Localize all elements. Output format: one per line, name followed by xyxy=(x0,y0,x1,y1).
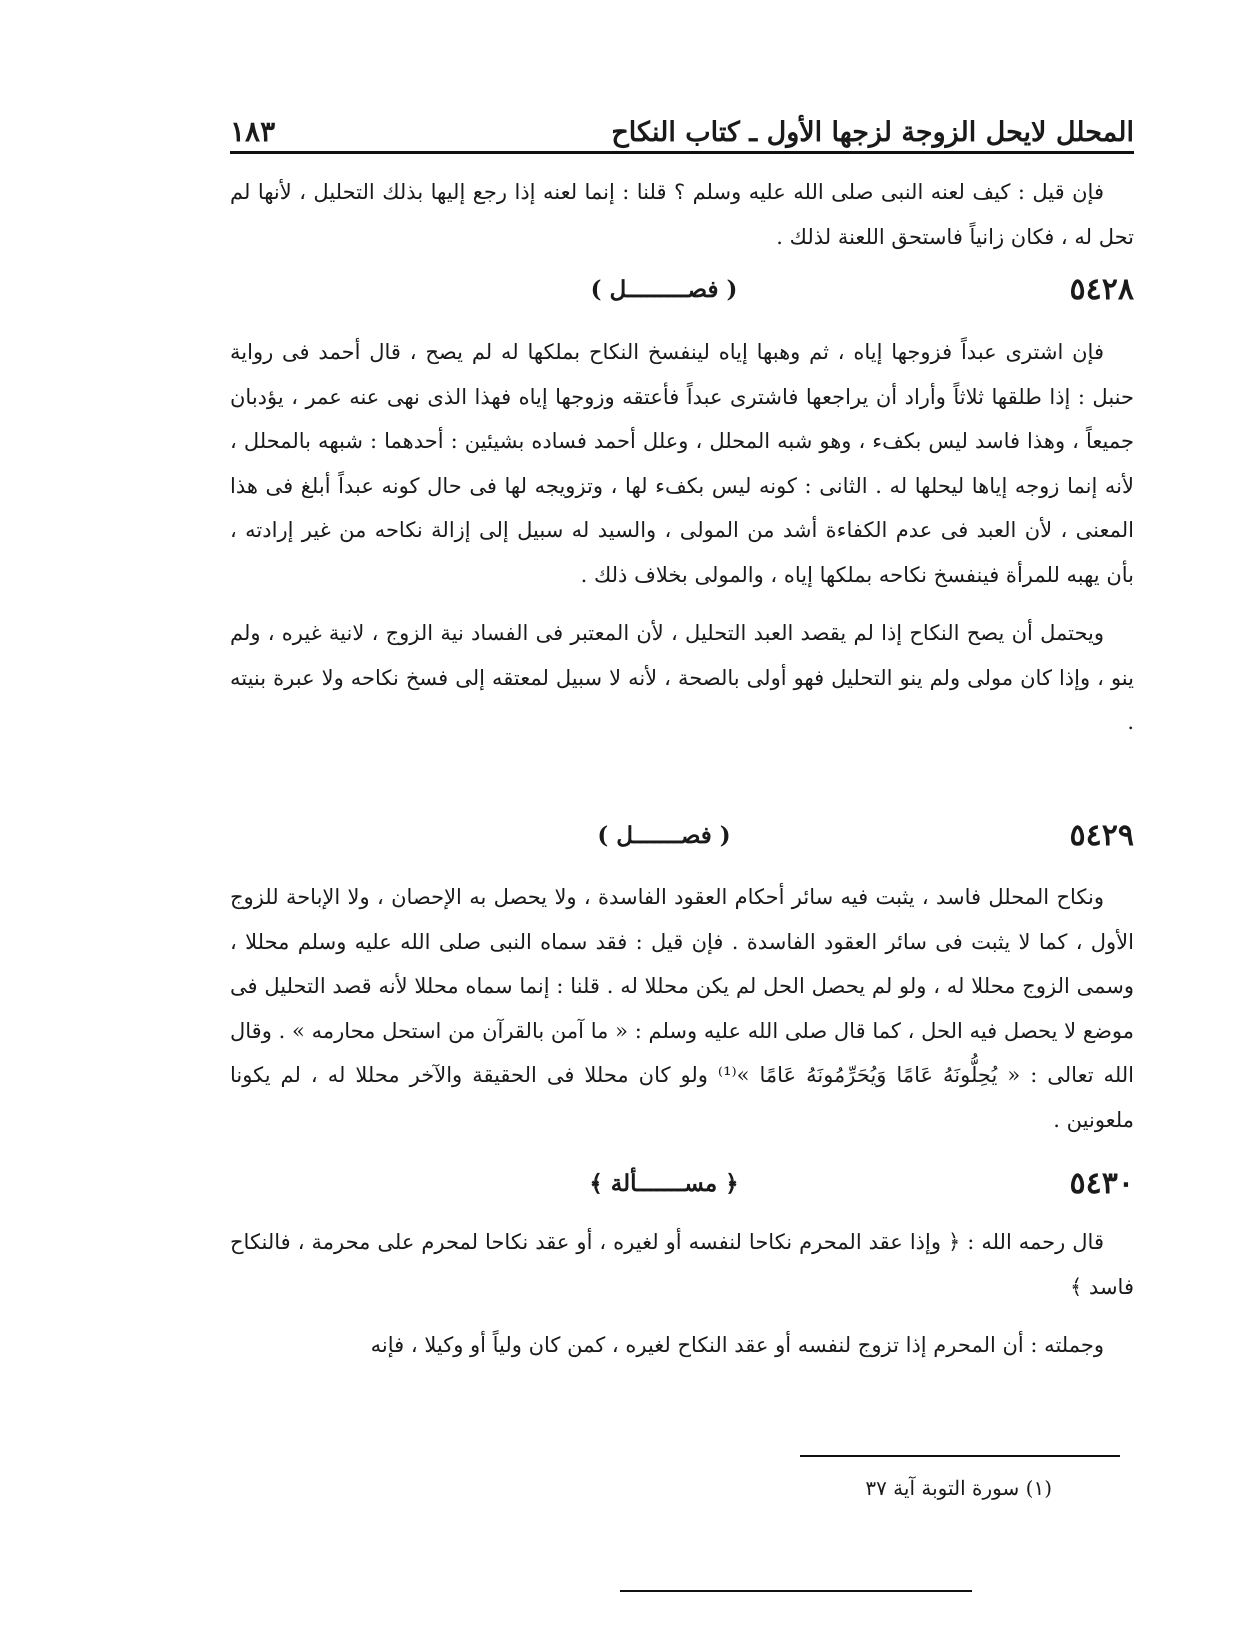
section-heading-5429 xyxy=(230,818,1134,868)
section-body-5430 xyxy=(230,1220,1134,1368)
bottom-rule xyxy=(620,1590,972,1592)
section-body-5429 xyxy=(230,875,1134,1142)
page-number: ١٨٣ xyxy=(230,115,276,148)
header-title: المحلل لايحل الزوجة لزجها الأول ـ كتاب النكاح xyxy=(611,117,1134,148)
section-heading-5430 xyxy=(230,1166,1134,1216)
intro-paragraph xyxy=(230,170,1134,259)
paragraph: قال رحمه الله : ﴿ وإذا عقد المحرم نكاحا لنفسه أو لغيره ، أو عقد نكاحا لمحرم على محرمة ، فالنكاح فاسد ﴾ xyxy=(230,1230,1134,1299)
section-heading-5428 xyxy=(230,272,1134,322)
section-title: ( فصـــــــل ) xyxy=(597,822,731,849)
paragraph: ونكاح المحلل فاسد ، يثبت فيه سائر أحكام العقود الفاسدة ، ولا يحصل به الإحصان ، ولا الإباحة للزوج الأول ، كما لا يثبت فى سائر العقود الفاسدة . فإن قيل : فقد سماه النبى صلى الله عليه وسلم محللا ، وسمى الزوج محللا له ، ولو لم يحصل الحل لم يكن محللا له . قلنا : إنما سماه محللا لأنه قصد التحليل فى موضع لا يحصل فيه الحل ، كما قال صلى الله عليه وسلم : « ما آمن بالقرآن من استحل محارمه » . وقال الله تعالى : « يُحِلُّونَهُ عَامًا وَيُحَرِّمُونَهُ عَامًا »⁽¹⁾ ولو كان محللا فى الحقيقة والآخر محللا له ، لم يكونا ملعونين . xyxy=(230,885,1135,1132)
paragraph: فإن اشترى عبداً فزوجها إياه ، ثم وهبها إياه لينفسخ النكاح بملكها له لم يصح ، قال أحمد فى رواية حنبل : إذا طلقها ثلاثاً وأراد أن يراجعها فاشترى عبداً فأعتقه وزوجها إياه فهذا الذى نهى عنه عمر ، يؤدبان جميعاً ، وهذا فاسد ليس بكفء ، وهو شبه المحلل ، وعلل أحمد فساده بشيئين : أحدهما : شبهه بالمحلل ، لأنه إنما زوجه إياها ليحلها له . الثانى : كونه ليس بكفء لها ، وتزويجه لها فى حال كونه عبداً أبلغ فى هذا المعنى ، لأن العبد فى عدم الكفاءة أشد من المولى ، والسيد له سبيل إلى إزالة نكاحه من غير إرادته ، بأن يهبه للمرأة فينفسخ نكاحه بملكها إياه ، والمولى بخلاف ذلك . xyxy=(230,340,1134,587)
section-number: ٥٤٢٨ xyxy=(1069,272,1134,307)
footnote: (١) سورة التوبة آية ٣٧ xyxy=(865,1476,1052,1500)
paragraph: وجملته : أن المحرم إذا تزوج لنفسه أو عقد النكاح لغيره ، كمن كان ولياً أو وكيلا ، فإنه xyxy=(370,1333,1104,1357)
footnote-rule xyxy=(800,1455,1120,1457)
section-number: ٥٤٣٠ xyxy=(1069,1166,1134,1201)
paragraph: فإن قيل : كيف لعنه النبى صلى الله عليه وسلم ؟ قلنا : إنما لعنه إذا رجع إليها بذلك التحليل ، لأنها لم تحل له ، فكان زانياً فاستحق اللعنة لذلك . xyxy=(230,180,1134,249)
running-header xyxy=(230,100,1134,148)
section-title: ﴿ مســـــــألة ﴾ xyxy=(589,1170,739,1197)
header-rule xyxy=(230,151,1134,154)
section-title: ( فصـــــــــل ) xyxy=(590,276,738,303)
section-body-5428 xyxy=(230,330,1134,745)
section-number: ٥٤٢٩ xyxy=(1069,818,1134,853)
paragraph: ويحتمل أن يصح النكاح إذا لم يقصد العبد التحليل ، لأن المعتبر فى الفساد نية الزوج ، لانية غيره ، ولم ينو ، وإذا كان مولى ولم ينو التحليل فهو أولى بالصحة ، لأنه لا سبيل لمعتقه إلى فسخ نكاحه ولا عبرة بنيته . xyxy=(230,621,1134,734)
